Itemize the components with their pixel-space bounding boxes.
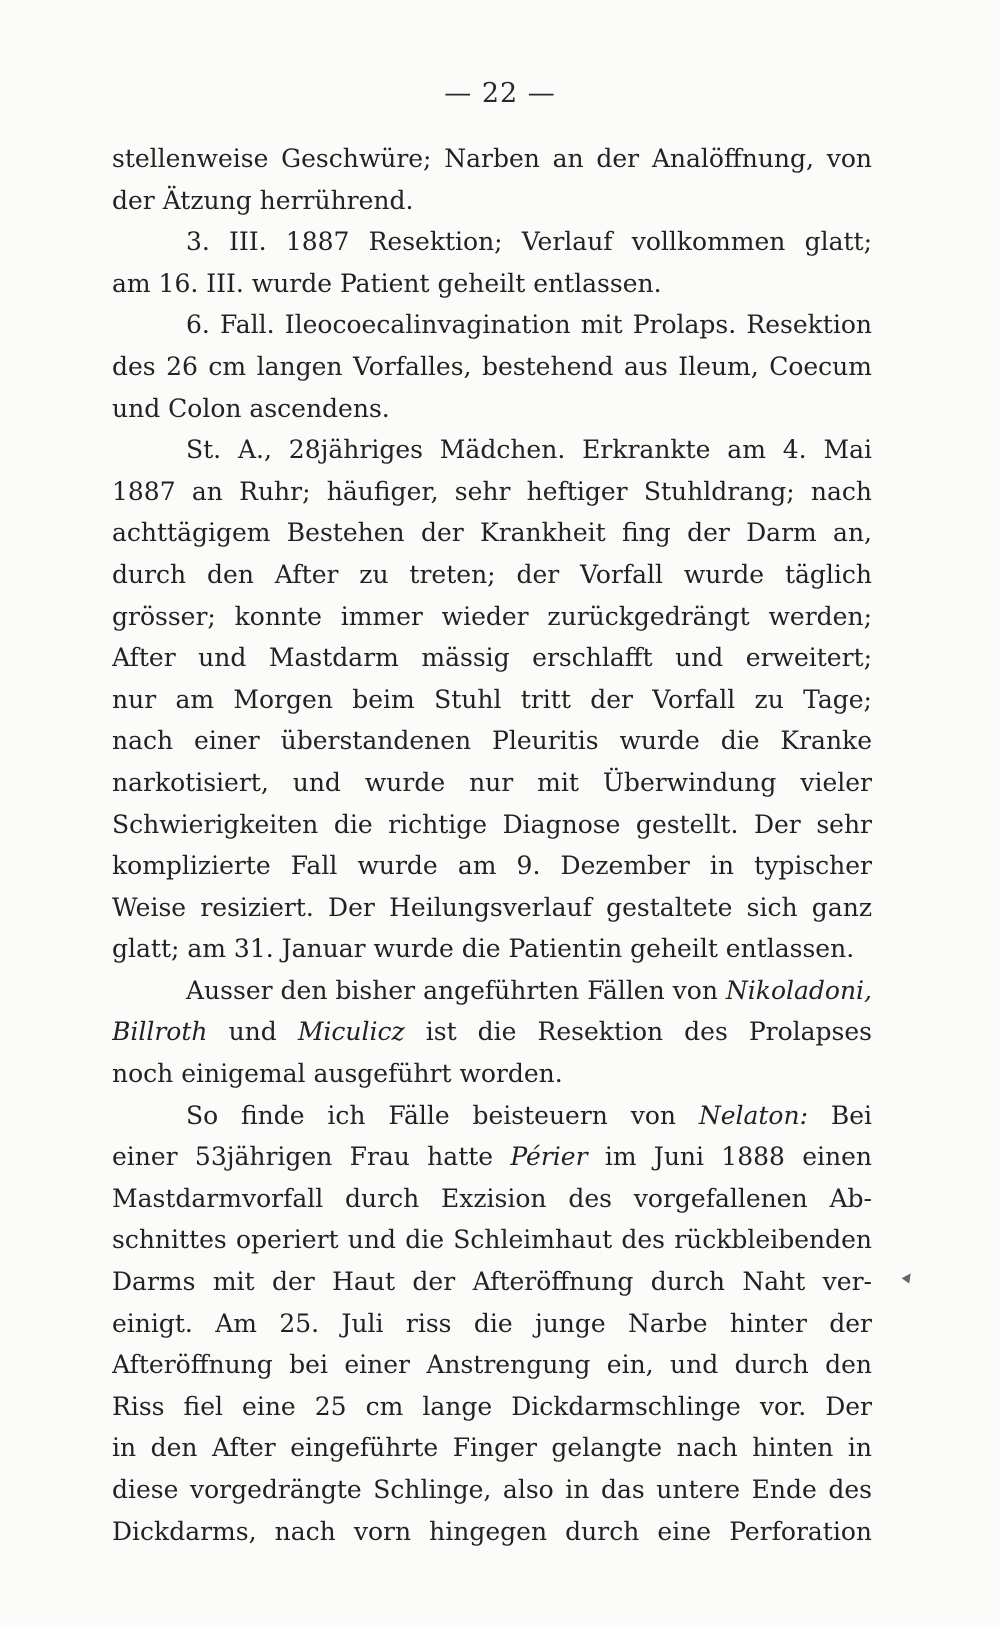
body-text [112, 138, 872, 1552]
text-line: 6. Fall. Ileocoecalinvagination mit Prolaps. Resektion [186, 310, 872, 340]
text-line: und Colon ascendens. [112, 393, 390, 423]
text-line: Weise resiziert. Der Heilungsverlauf gestaltete sich ganz [112, 892, 872, 922]
text-line: noch einigemal ausgeführt worden. [112, 1059, 563, 1089]
text-span: ist die Resektion des Prolapses [404, 1017, 872, 1047]
text-span: einer 53jährigen Frau hatte [112, 1142, 511, 1172]
text-line: der Ätzung herrührend. [112, 185, 414, 215]
text-line: Schwierigkeiten die richtige Diagnose gestellt. Der sehr [112, 809, 872, 839]
text-line: stellenweise Geschwüre; Narben an der Analöffnung, von [112, 144, 872, 173]
text-line: schnittes operiert und die Schleimhaut des rückbleibenden [112, 1225, 872, 1255]
author-name: Nelaton: [698, 1100, 809, 1130]
case-report-lines [112, 138, 872, 970]
author-name: Miculicz [297, 1017, 405, 1047]
text-span: Bei [808, 1100, 872, 1130]
text-line: Dickdarms, nach vorn hingegen durch eine Perforation [112, 1516, 872, 1546]
text-line: des 26 cm langen Vorfalles, bestehend aus Ileum, Coecum [112, 351, 872, 381]
author-name: Billroth [112, 1017, 208, 1047]
text-span: So finde ich Fälle beisteuern von [186, 1100, 699, 1130]
text-line: nur am Morgen beim Stuhl tritt der Vorfall zu Tage; [112, 684, 872, 714]
text-line [112, 970, 872, 1012]
text-line: nach einer überstandenen Pleuritis wurde die Kranke [112, 726, 872, 756]
text-line: St. A., 28jähriges Mädchen. Erkrankte am 4. Mai [186, 435, 872, 465]
text-line: achttägigem Bestehen der Krankheit fing der Darm an, [112, 518, 872, 548]
text-line: durch den After zu treten; der Vorfall wurde täglich [112, 559, 872, 589]
text-line: Riss fiel eine 25 cm lange Dickdarmschlinge vor. Der [112, 1391, 872, 1421]
text-span: Ausser den bisher angeführten Fällen von [186, 975, 726, 1005]
text-line: 1887 an Ruhr; häufiger, sehr heftiger Stuhldrang; nach [112, 476, 872, 506]
author-name: Nikoladoni, [725, 975, 872, 1005]
text-line: Mastdarmvorfall durch Exzision des vorgefallenen Ab- [112, 1183, 872, 1213]
stray-ink-mark: ▲ [900, 1268, 917, 1285]
text-line [112, 1095, 872, 1137]
text-line: komplizierte Fall wurde am 9. Dezember in typischer [112, 851, 872, 881]
text-line: glatt; am 31. Januar wurde die Patientin geheilt entlassen. [112, 934, 855, 964]
page-number: — 22 — [444, 78, 556, 109]
author-name: Périer [510, 1142, 588, 1172]
text-line [112, 1011, 872, 1053]
text-line [112, 1136, 872, 1178]
text-span: und [207, 1017, 298, 1047]
text-line: narkotisiert, und wurde nur mit Überwindung vieler [112, 767, 872, 797]
text-line: Afteröffnung bei einer Anstrengung ein, und durch den [112, 1350, 872, 1380]
text-span: im Juni 1888 einen [587, 1142, 872, 1172]
text-line: einigt. Am 25. Juli riss die junge Narbe hinter der [112, 1308, 872, 1338]
text-line: 3. III. 1887 Resektion; Verlauf vollkommen glatt; [186, 227, 872, 257]
text-line: am 16. III. wurde Patient geheilt entlassen. [112, 268, 662, 298]
paragraph-continuation [112, 1178, 872, 1552]
text-line: grösser; konnte immer wieder zurückgedrängt werden; [112, 601, 872, 631]
text-line: Darms mit der Haut der Afteröffnung durch Naht ver- [112, 1267, 872, 1297]
text-line: After und Mastdarm mässig erschlafft und erweitert; [112, 643, 872, 673]
text-line: diese vorgedrängte Schlinge, also in das untere Ende des [112, 1475, 872, 1504]
text-line: in den After eingeführte Finger gelangte nach hinten in [112, 1433, 872, 1463]
